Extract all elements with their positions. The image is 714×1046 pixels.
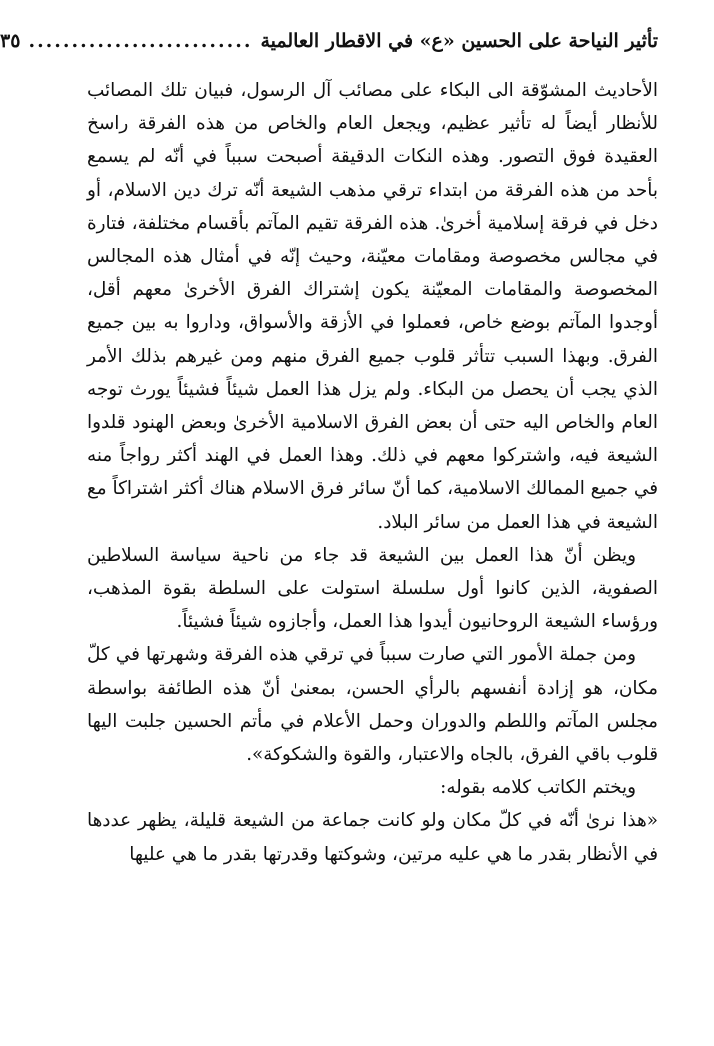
- paragraph: ومن جملة الأمور التي صارت سبباً في ترقي هذه الفرقة وشهرتها في كلّ مكان، هو إزادة أنفسهم بالرأي الحسن، بمعنىٰ أنّ هذه الطائفة بواسطة مجلس المآتم واللطم والدوران وحمل الأعلام في مأتم الحسين جلبت اليها قلوب باقي الفرق، بالجاه والاعتبار، والقوة والشكوكة».: [87, 644, 658, 766]
- paragraph: الأحاديث المشوّقة الى البكاء على مصائب آل الرسول، فبيان تلك المصائب للأنظار أيضاً له تأثير عظيم، ويجعل العام والخاص من هذه الفرقة راسخ العقيدة فوق التصور. وهذه النكات الدقيقة أصبحت سبباً في أنّه لم يسمع بأحد من هذه الفرقة من ابتداء ترقي مذهب الشيعة أنّه ترك دين الاسلام، أو دخل في فرقة إسلامية أخرىٰ. هذه الفرقة تقيم المآتم بأقسام مختلفة، فتارة في مجالس مخصوصة ومقامات معيّنة، وحيث إنّه في أمثال هذه المجالس المخصوصة والمقامات المعيّنة يكون إشتراك الفرق الأخرىٰ معهم أقل، أوجدوا المآتم بوضع خاص، فعملوا في الأزقة والأسواق، وداروا به بين جميع الفرق. وبهذا السبب تتأثر قلوب جميع الفرق منهم ومن غيرهم بذلك الأمر الذي يجب أن يحصل من البكاء. ولم يزل هذا العمل شيئاً فشيئاً يورث توجه العام والخاص اليه حتى أن بعض الفرق الاسلامية الأخرىٰ وبعض الهنود قلدوا الشيعة فيه، واشتركوا معهم في ذلك. وهذا العمل في الهند أكثر رواجاً منه في جميع الممالك الاسلامية، كما أنّ سائر فرق الاسلام هناك أكثر اشتراكاً مع الشيعة في هذا العمل من سائر البلاد.: [87, 80, 658, 533]
- running-header: [0, 30, 658, 60]
- body-text: [87, 74, 658, 871]
- header-leader-dots: ..........................: [28, 30, 253, 52]
- header-title: تأثير النياحة على الحسين «ع» في الاقطار العالمية: [260, 30, 658, 52]
- quoted-paragraph: «هذا نرىٰ أنّه في كلّ مكان ولو كانت جماعة من الشيعة قليلة، يظهر عددها في الأنظار بقدر ما هي عليه مرتين، وشوكتها وقدرتها بقدر ما هي عليها: [87, 810, 658, 865]
- page-number: ٣٥: [0, 30, 21, 52]
- paragraph: ويختم الكاتب كلامه بقوله:: [440, 777, 636, 799]
- paragraph: ويظن أنّ هذا العمل بين الشيعة قد جاء من ناحية سياسة السلاطين الصفوية، الذين كانوا أول سلسلة استولت على السلطة بقوة المذهب، ورؤساء الشيعة الروحانيون أيدوا هذا العمل، وأجازوه شيئاً فشيئاً.: [87, 544, 658, 633]
